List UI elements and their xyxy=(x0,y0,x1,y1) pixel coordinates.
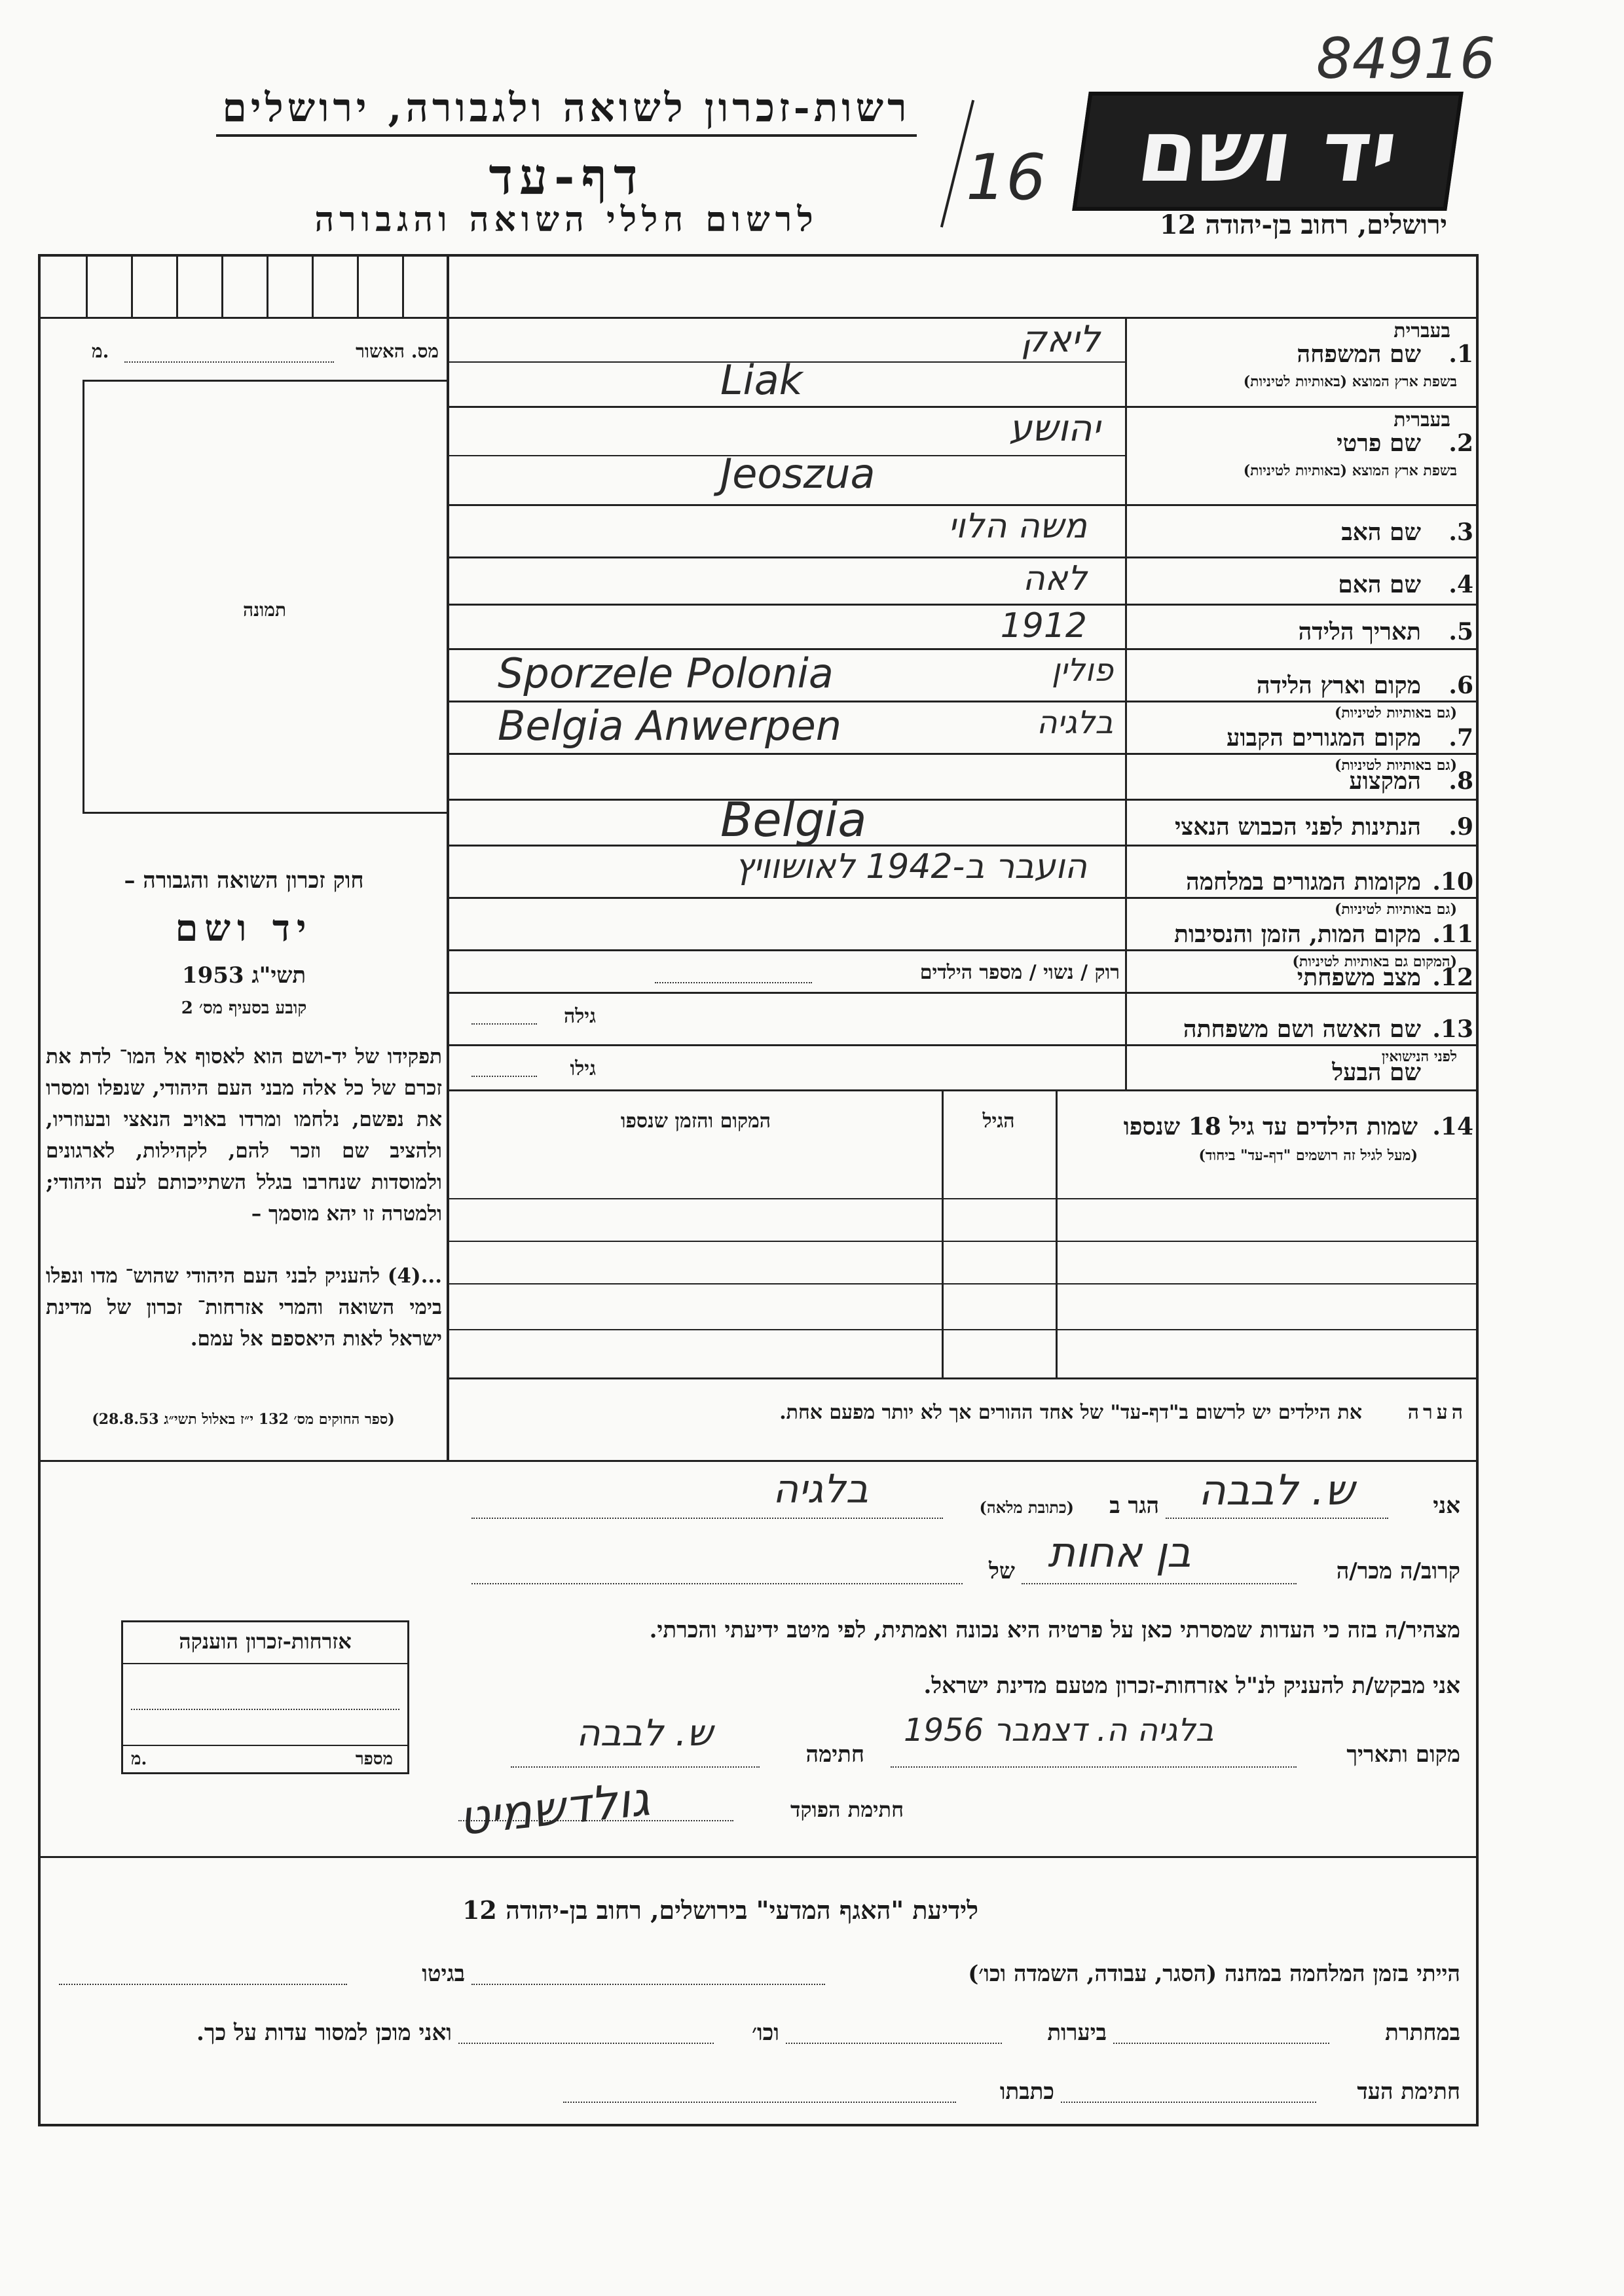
field-label: מקום המות, הזמן והנסיבות xyxy=(1174,920,1421,948)
header-authority: רשות-זכרון לשואה ולגבורה, ירושלים xyxy=(222,85,911,131)
field-label: מקום המגורים הקבוע xyxy=(1227,724,1421,752)
decl-statement: מצהיר/ה בזה כי העדות שמסרתי כאן על פרטיה היא נכונה ואמתית, לפי מיטב ידיעתי והכרתי. xyxy=(649,1617,1460,1643)
field-value-hebrew: יהושע xyxy=(1008,407,1100,450)
field-sublabel: בשפת ארץ המוצא (באותיות לטיניות) xyxy=(1243,373,1457,390)
citizenship-rule-1 xyxy=(123,1663,407,1664)
field-sublabel: (גם באותיות לטיניות) xyxy=(1334,901,1457,918)
field-row-rule xyxy=(449,504,1476,506)
law-year: תשי"ג 1953 xyxy=(181,962,306,989)
footer-line1-a: הייתי בזמן המלחמה במחנה (הסגר, עבודה, השמדה וכו׳) xyxy=(968,1961,1460,1987)
field-value: לאה xyxy=(1022,559,1087,598)
children-col-age: הגיל xyxy=(982,1110,1015,1133)
decl-resident-value: בלגיה xyxy=(773,1467,869,1512)
tick-box-divider xyxy=(176,257,178,317)
field-row-rule xyxy=(449,799,1476,801)
field-number: 10. xyxy=(1432,868,1473,896)
field-number: 11. xyxy=(1432,920,1473,948)
labels-divider xyxy=(1125,317,1127,1089)
photo-label: תמונה xyxy=(242,599,287,621)
tick-box-divider xyxy=(221,257,223,317)
officer-label: חתימת הפוקד xyxy=(790,1797,904,1822)
tick-box-divider xyxy=(131,257,133,317)
field-row-rule xyxy=(449,604,1476,606)
field-lang-label: בעברית xyxy=(1393,319,1450,342)
field-number: 1. xyxy=(1449,340,1473,368)
citizenship-number: מספר xyxy=(355,1749,393,1769)
law-clause: קובע בסעיף מס׳ 2 xyxy=(181,998,307,1018)
children-row-rule xyxy=(449,1241,1476,1242)
logo-text: יד ושם xyxy=(1132,101,1404,201)
children-col-2 xyxy=(1056,1089,1058,1377)
field-value: הועבר ב-1942 לאושוויץ xyxy=(735,847,1087,886)
footer-line1-dots-2 xyxy=(59,1984,347,1985)
field-row-rule xyxy=(449,845,1476,847)
field-number: 13. xyxy=(1432,1015,1473,1043)
note-text: את הילדים יש לרשום ב"דף-עד" של אחד ההורים אך לא יותר מפעם אחת. xyxy=(779,1401,1362,1424)
field-number: 4. xyxy=(1449,571,1473,598)
tick-box-divider xyxy=(312,257,314,317)
field-status-text: רוק / נשוי / מספר הילדים xyxy=(919,961,1120,984)
law-title: חוק זכרון השואה והגבורה – xyxy=(124,867,364,894)
field-label: מצב משפחתי xyxy=(1297,964,1421,991)
field-number: 12. xyxy=(1432,964,1473,991)
sheet-number: 16 xyxy=(966,141,1046,214)
footer-line1-dots-1 xyxy=(471,1984,825,1985)
sidebar-photo-left xyxy=(83,380,84,812)
law-name: יד ושם xyxy=(175,907,313,950)
field-label: שם פרטי xyxy=(1337,429,1421,457)
field-sublabel: (המקום גם באותיות לטיניות) xyxy=(1292,953,1457,970)
field-value-hebrew: בלגיה xyxy=(1037,704,1113,741)
field-label: הנתינות לפני הכבוש הנאצי xyxy=(1174,813,1421,841)
footer-line2-c: וכו׳ xyxy=(752,2020,779,2046)
field-sublabel: (גם באותיות לטיניות) xyxy=(1334,704,1457,721)
officer-signature: גולדשמיט xyxy=(456,1770,652,1846)
citizenship-line-2 xyxy=(131,1709,399,1710)
decl-place-date-label: מקום ותאריך xyxy=(1346,1741,1460,1768)
field-value-latin: Belgia Anwerpen xyxy=(498,702,842,750)
field-label: שם האם xyxy=(1338,571,1421,598)
field-value: משה הלוי xyxy=(948,507,1087,546)
law-text-1: תפקידו של יד-ושם הוא לאסוף אל המו־ לדת את זכרם של כל אלה מבני העם היהודי, שנפלו ומסרו את נפשם, נלחמו ומרדו באויב הנאצי ובעוזריו, ולהציב שם וזכר להם, לקהילות, לארגונים ולמוסדות שנחרבו בגלל השתייכותם לעם היהודי; ולמטרה זו יהא מוסמך – xyxy=(46,1045,442,1226)
decl-signature-value: ש. לבבה xyxy=(576,1712,713,1755)
decl-of-label: של xyxy=(989,1558,1015,1584)
footer-line2-dots-3 xyxy=(458,2043,714,2044)
decl-of-line xyxy=(471,1583,963,1584)
children-sub: (מעל לגיל זה רושמים "דף-עד" ביחוד) xyxy=(1198,1147,1418,1164)
field-label: שם האשה ושם משפחתה xyxy=(1183,1015,1421,1043)
header-address: ירושלים, רחוב בן-יהודה 12 xyxy=(1159,210,1447,240)
field-label: תאריך הלידה xyxy=(1298,618,1421,646)
field-number: 7. xyxy=(1449,724,1473,752)
field-row-rule xyxy=(449,992,1476,994)
field-age-line xyxy=(471,1076,537,1077)
header-rule xyxy=(216,134,917,137)
sidebar-bottom-rule xyxy=(41,1460,1476,1462)
field-sublabel: לפני הנישואין xyxy=(1381,1048,1457,1065)
footer-line3-a: חתימת העד xyxy=(1357,2079,1460,2105)
footer-line2-b: ביערות xyxy=(1047,2020,1107,2046)
field-number: 9. xyxy=(1449,813,1473,841)
yad-vashem-logo xyxy=(1072,92,1464,211)
sidebar-photo-top xyxy=(83,380,447,382)
field-row-rule xyxy=(449,1044,1476,1046)
footer-line3-b: כתבתו xyxy=(999,2079,1054,2105)
children-row-rule xyxy=(449,1198,1476,1199)
field-label: שם הבעל xyxy=(1332,1059,1421,1086)
footer-line2-dots-2 xyxy=(786,2043,1002,2044)
footer-top-rule xyxy=(41,1856,1476,1858)
decl-place-date-line xyxy=(891,1766,1297,1768)
footer-line2-dots-1 xyxy=(1113,2043,1329,2044)
law-source: (ספר החוקים מס׳ 132 י״ז באלול תשי״ג 28.8.53) xyxy=(92,1411,395,1428)
field-status-line xyxy=(655,982,812,983)
field-row-rule xyxy=(449,949,1476,951)
citizenship-suffix: מ. xyxy=(131,1749,147,1769)
citizenship-title: אזרחות-זכרון הוענקה xyxy=(179,1629,352,1654)
field-value-hebrew: ליאק xyxy=(1020,318,1100,361)
children-top-rule xyxy=(449,1089,1476,1091)
field-number: 6. xyxy=(1449,672,1473,699)
citizenship-rule-3 xyxy=(123,1745,407,1746)
decl-relation-value: בן אחות xyxy=(1048,1529,1191,1577)
law-text-2: ...(4) להעניק לבני העם היהודי שהוש־ מדו ונפלו בימי השואה והמרי אזרחות־ זכרון של מדינת ישראל לאות היאספם אל עמם. xyxy=(46,1264,442,1351)
field-row-rule xyxy=(449,753,1476,755)
decl-resident-line xyxy=(471,1518,943,1519)
field-number: 5. xyxy=(1449,618,1473,646)
children-col-1 xyxy=(942,1089,944,1377)
footer-line3-dots-1 xyxy=(1061,2102,1316,2103)
field-row-rule xyxy=(449,897,1476,899)
field-number: 8. xyxy=(1449,767,1473,795)
decl-i-label: אני xyxy=(1433,1493,1460,1519)
decl-place-date-value: בלגיה ה. דצמבר 1956 xyxy=(904,1712,1214,1749)
field-value-hebrew: פולין xyxy=(1051,652,1113,689)
field-sublabel: (גם באותיות לטיניות) xyxy=(1334,757,1457,774)
decl-resident-label: הגר ב xyxy=(1109,1493,1159,1519)
archive-number: 84916 xyxy=(1316,26,1496,92)
field-label: המקצוע xyxy=(1349,767,1421,795)
field-sublabel: בשפת ארץ המוצא (באותיות לטיניות) xyxy=(1243,462,1457,479)
footer-line1-b: בגיטו xyxy=(422,1961,465,1987)
field-label: שם המשפחה xyxy=(1297,340,1421,368)
footer-line3-dots-2 xyxy=(563,2102,956,2103)
decl-signature-line xyxy=(511,1766,760,1768)
note-top-rule xyxy=(449,1377,1476,1379)
header-subtitle: לרשום חללי השואה והגבורה xyxy=(314,200,819,240)
decl-resident-hint: (כתובת מלאה) xyxy=(979,1498,1074,1517)
decl-relation-label: קרוב/ה מכר/ה xyxy=(1336,1558,1460,1584)
decl-i-value: ש. לבבה xyxy=(1198,1467,1355,1515)
tick-box-divider xyxy=(86,257,88,317)
field-label: מקום וארץ הלידה xyxy=(1256,672,1421,699)
decl-request: אני מבקש/ת להעניק לנ"ל אזרחות-זכרון מטעם מדינת ישראל. xyxy=(923,1673,1460,1699)
field-lang-label: בעברית xyxy=(1393,409,1450,431)
tick-box-divider xyxy=(357,257,359,317)
tick-box-divider xyxy=(402,257,404,317)
children-row-rule xyxy=(449,1283,1476,1285)
tick-boxes xyxy=(41,257,447,317)
children-row-rule xyxy=(449,1329,1476,1330)
field-value-latin: Jeoszua xyxy=(720,450,876,498)
sidebar-id-label: מס. האשור xyxy=(356,340,439,362)
header-title: דף-עד xyxy=(489,147,644,206)
decl-relation-line xyxy=(1022,1583,1297,1584)
decl-i-line xyxy=(1166,1518,1388,1519)
field-row-rule xyxy=(449,556,1476,558)
decl-signature-label: חתימה xyxy=(805,1741,864,1768)
footer-line2-d: ואני מוכן למסור עדות על כך. xyxy=(196,2020,452,2046)
field-value-latin: Sporzele Polonia xyxy=(498,649,834,697)
children-label: שמות הילדים עד גיל 18 שנספו xyxy=(1123,1113,1418,1140)
field-value-latin: Liak xyxy=(720,356,803,404)
children-num: 14. xyxy=(1432,1113,1473,1140)
field-age-label: גילו xyxy=(570,1057,596,1080)
children-col-place: המקום והזמן שנספו xyxy=(620,1110,771,1133)
field-age-line xyxy=(471,1023,537,1025)
sidebar-divider xyxy=(447,257,449,1461)
note-label: הערה xyxy=(1407,1401,1467,1424)
field-value: Belgia xyxy=(720,792,867,847)
footer-heading: לידיעת "האגף המדעי" בירושלים, רחוב בן-יהודה 12 xyxy=(462,1895,979,1925)
field-label: שם האב xyxy=(1341,519,1421,546)
field-number: 3. xyxy=(1449,519,1473,546)
field-number: 2. xyxy=(1449,429,1473,457)
field-age-label: גילה xyxy=(563,1005,596,1028)
sidebar-id-line xyxy=(124,361,334,363)
footer-line2-a: במחתרת xyxy=(1385,2020,1460,2046)
sidebar-id-suffix: מ. xyxy=(92,340,109,362)
tick-box-divider xyxy=(267,257,268,317)
field-label: מקומות המגורים במלחמה xyxy=(1186,868,1421,896)
field-value: 1912 xyxy=(1000,606,1087,646)
sidebar-photo-bottom xyxy=(83,812,447,814)
